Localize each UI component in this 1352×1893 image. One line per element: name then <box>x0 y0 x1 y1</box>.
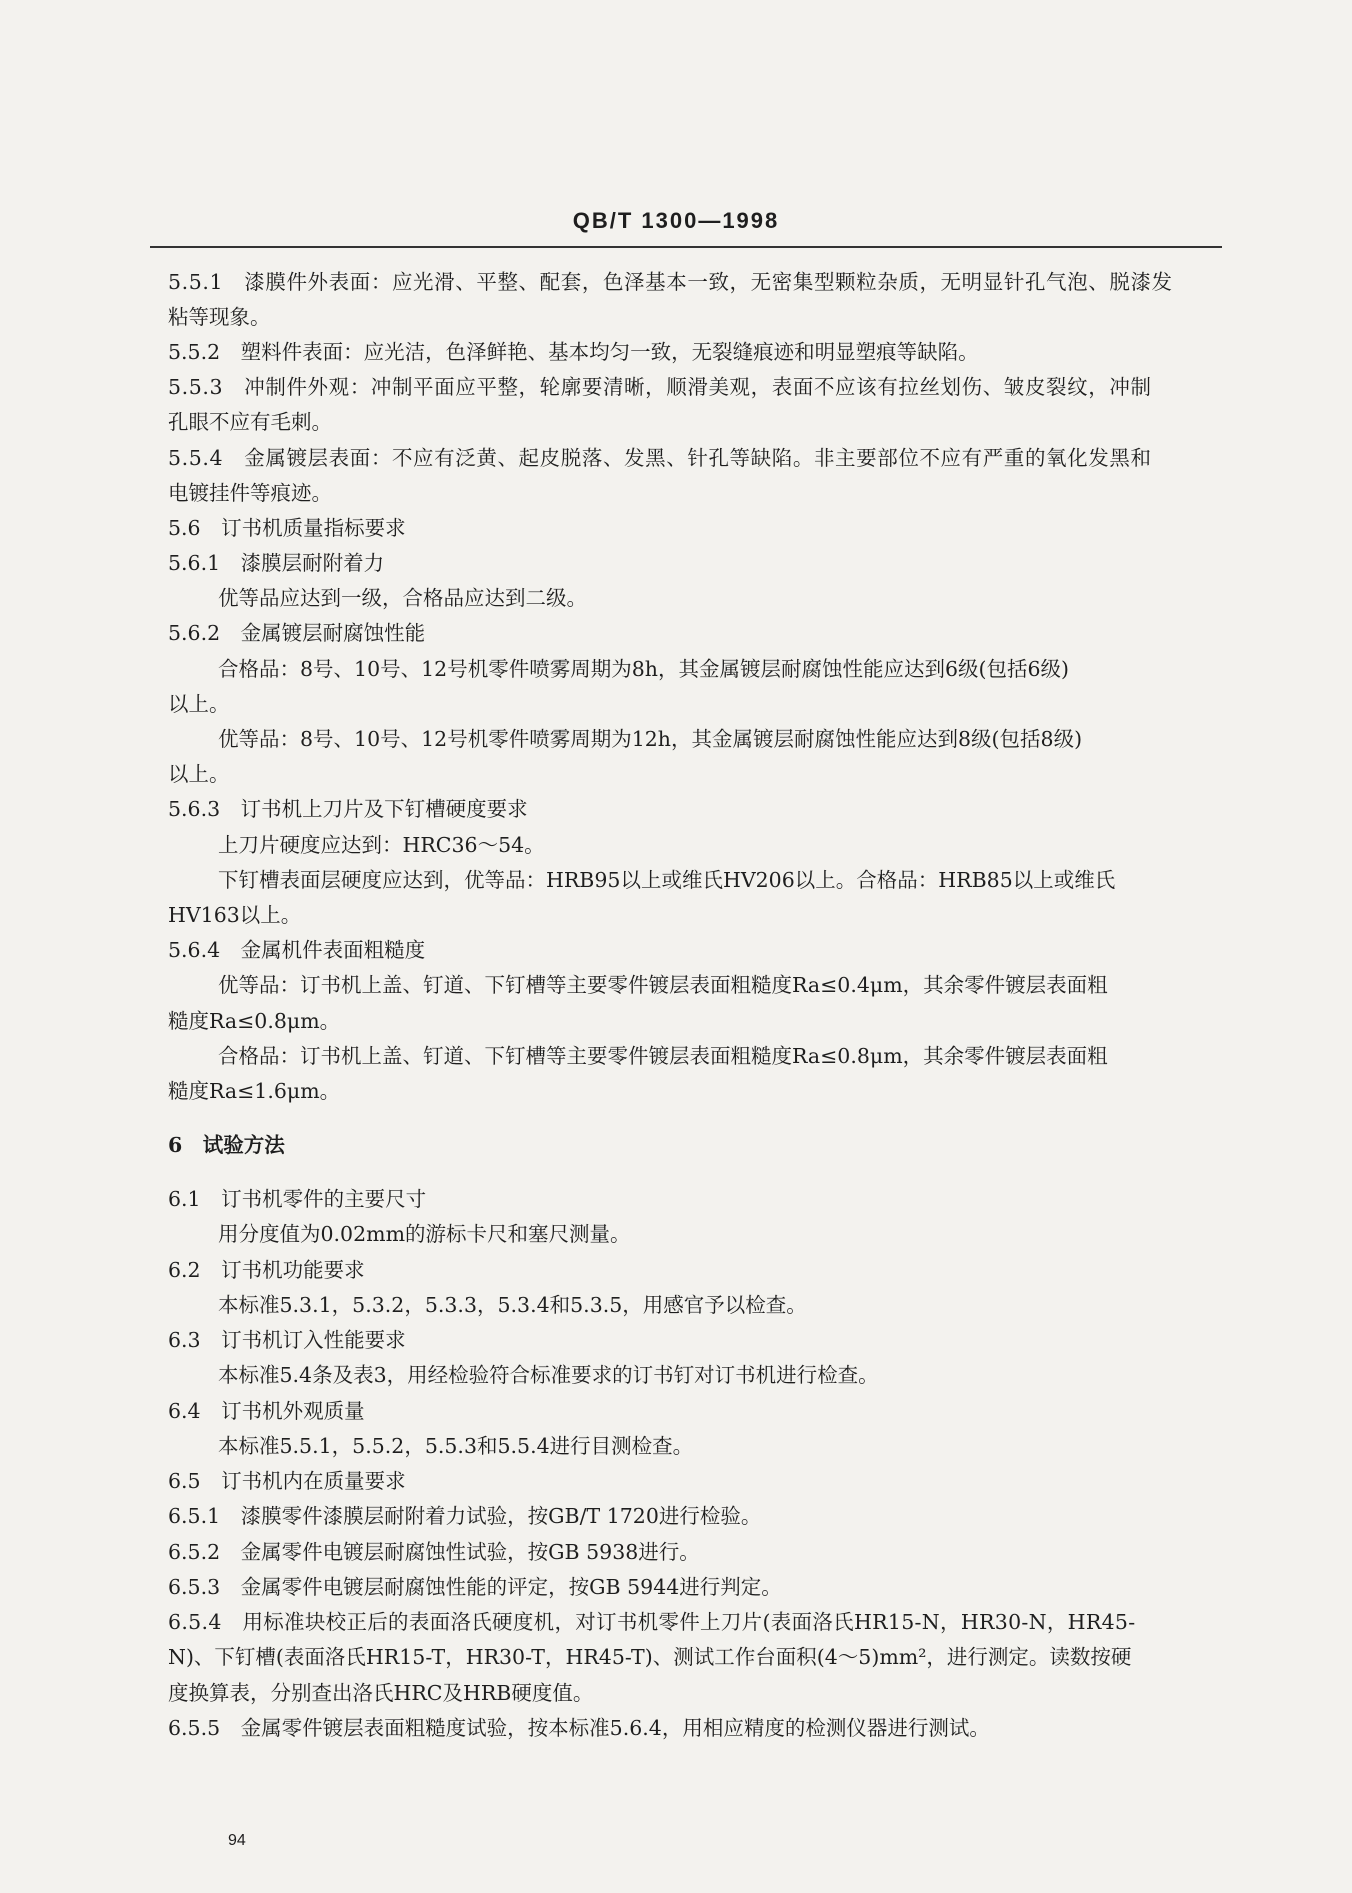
clause-5-6-2-qualified-line2: 以上。 <box>168 692 230 716</box>
clause-6-5-3: 6.5.3 金属零件电镀层耐腐蚀性能的评定，按GB 5944进行判定。 <box>168 1575 782 1599</box>
clause-5-5-4-line2: 电镀挂件等痕迹。 <box>168 481 332 505</box>
clause-6-5-2: 6.5.2 金属零件电镀层耐腐蚀性试验，按GB 5938进行。 <box>168 1540 700 1564</box>
clause-5-6-4-superior-line1: 优等品：订书机上盖、钉道、下钉槽等主要零件镀层表面粗糙度Ra≤0.4μm，其余零件镀层表面粗 <box>218 973 1108 997</box>
clause-5-6-3-groove-line1: 下钉槽表面层硬度应达到，优等品：HRB95以上或维氏HV206以上。合格品：HRB85以上或维氏 <box>218 868 1116 892</box>
standard-header: QB/T 1300—1998 <box>572 208 780 233</box>
clause-5-6-1-heading: 5.6.1 漆膜层耐附着力 <box>168 551 385 575</box>
clause-6-1-heading: 6.1 订书机零件的主要尺寸 <box>168 1187 427 1211</box>
clause-6-2-text: 本标准5.3.1，5.3.2，5.3.3，5.3.4和5.3.5，用感官予以检查。 <box>218 1293 807 1317</box>
clause-6-4-heading: 6.4 订书机外观质量 <box>168 1399 365 1423</box>
clause-5-6-2-heading: 5.6.2 金属镀层耐腐蚀性能 <box>168 621 426 645</box>
clause-6-5-heading: 6.5 订书机内在质量要求 <box>168 1469 406 1493</box>
clause-5-6-4-qualified-line2: 糙度Ra≤1.6μm。 <box>168 1079 341 1103</box>
clause-6-3-heading: 6.3 订书机订入性能要求 <box>168 1328 406 1352</box>
clause-5-6-4-heading: 5.6.4 金属机件表面粗糙度 <box>168 938 426 962</box>
clause-6-5-4-line2: N)、下钉槽(表面洛氏HR15-T，HR30-T，HR45-T)、测试工作台面积(4～5)mm²，进行测定。读数按硬 <box>168 1645 1132 1669</box>
clause-5-5-4-line1: 5.5.4 金属镀层表面：不应有泛黄、起皮脱落、发黑、针孔等缺陷。非主要部位不应有严重的氧化发黑和 <box>168 446 1152 470</box>
clause-5-6-3-groove-line2: HV163以上。 <box>168 903 302 927</box>
clause-5-5-2: 5.5.2 塑料件表面：应光洁，色泽鲜艳、基本均匀一致，无裂缝痕迹和明显塑痕等缺陷。 <box>168 340 979 364</box>
clause-5-6-2-qualified-line1: 合格品：8号、10号、12号机零件喷雾周期为8h，其金属镀层耐腐蚀性能应达到6级(包括6级) <box>218 657 1070 681</box>
clause-5-5-1-line2: 粘等现象。 <box>168 305 271 329</box>
header-rule <box>150 246 1222 248</box>
clause-6-5-1: 6.5.1 漆膜零件漆膜层耐附着力试验，按GB/T 1720进行检验。 <box>168 1504 762 1528</box>
clause-5-6-2-superior-line1: 优等品：8号、10号、12号机零件喷雾周期为12h，其金属镀层耐腐蚀性能应达到8级(包括8级) <box>218 727 1083 751</box>
clause-5-6-1-text: 优等品应达到一级，合格品应达到二级。 <box>218 586 587 610</box>
clause-6-4-text: 本标准5.5.1，5.5.2，5.5.3和5.5.4进行目测检查。 <box>218 1434 694 1458</box>
clause-6-5-4-line3: 度换算表，分别查出洛氏HRC及HRB硬度值。 <box>168 1681 594 1705</box>
clause-5-6-2-superior-line2: 以上。 <box>168 762 230 786</box>
clause-5-6-4-qualified-line1: 合格品：订书机上盖、钉道、下钉槽等主要零件镀层表面粗糙度Ra≤0.8μm，其余零件镀层表面粗 <box>218 1044 1108 1068</box>
page-number: 94 <box>228 1832 246 1849</box>
clause-6-5-5: 6.5.5 金属零件镀层表面粗糙度试验，按本标准5.6.4，用相应精度的检测仪器进行测试。 <box>168 1716 990 1740</box>
clause-6-5-4-line1: 6.5.4 用标准块校正后的表面洛氏硬度机，对订书机零件上刀片(表面洛氏HR15-N，HR30-N，HR45- <box>168 1610 1136 1634</box>
clause-6-3-text: 本标准5.4条及表3，用经检验符合标准要求的订书钉对订书机进行检查。 <box>218 1363 879 1387</box>
clause-5-5-3-line1: 5.5.3 冲制件外观：冲制平面应平整，轮廓要清晰，顺滑美观，表面不应该有拉丝划伤、皱皮裂纹，冲制 <box>168 375 1152 399</box>
clause-6-1-text: 用分度值为0.02mm的游标卡尺和塞尺测量。 <box>218 1222 631 1246</box>
clause-5-5-1-line1: 5.5.1 漆膜件外表面：应光滑、平整、配套，色泽基本一致，无密集型颗粒杂质，无明显针孔气泡、脱漆发 <box>168 270 1173 294</box>
clause-5-6-3-blade: 上刀片硬度应达到：HRC36～54。 <box>218 833 545 857</box>
clause-5-5-3-line2: 孔眼不应有毛刺。 <box>168 410 332 434</box>
section-5-6-heading: 5.6 订书机质量指标要求 <box>168 516 406 540</box>
section-6-heading: 6 试验方法 <box>168 1133 285 1157</box>
clause-5-6-4-superior-line2: 糙度Ra≤0.8μm。 <box>168 1009 341 1033</box>
clause-5-6-3-heading: 5.6.3 订书机上刀片及下钉槽硬度要求 <box>168 797 528 821</box>
clause-6-2-heading: 6.2 订书机功能要求 <box>168 1258 365 1282</box>
